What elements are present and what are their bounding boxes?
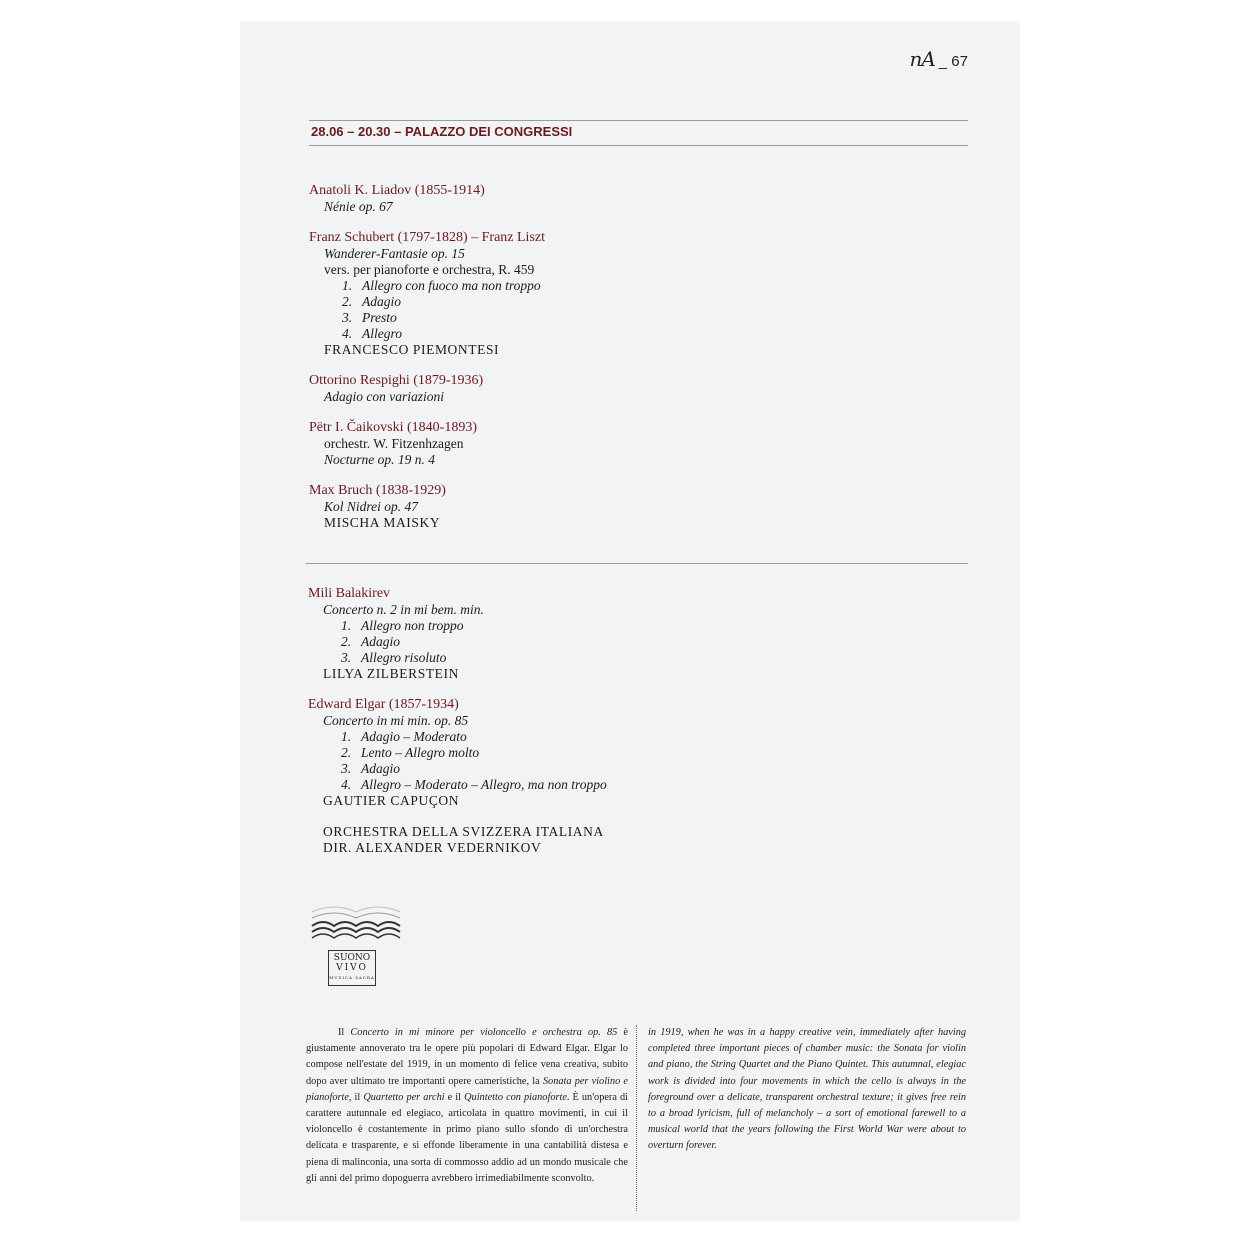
work-title: Concerto n. 2 in mi bem. min. (323, 602, 484, 617)
composer-name: Edward Elgar (1857-1934) (308, 697, 459, 712)
intermission-divider (306, 563, 968, 564)
notes-text: , il (348, 1091, 364, 1103)
movement-number: 2. (341, 634, 352, 649)
program-part-2 (308, 586, 968, 856)
movement (308, 650, 968, 666)
movement (308, 729, 968, 745)
notes-italic: Concerto in mi minore per violoncello e orchestra op. 85 (350, 1027, 618, 1038)
notes-italic: Quintetto con pianoforte (464, 1091, 567, 1103)
movement (309, 294, 969, 310)
program-entry-liadov (309, 183, 969, 215)
notes-text: Il (338, 1027, 351, 1038)
composer-name: Franz Schubert (1797-1828) – Franz Liszt (309, 230, 545, 245)
movement-title: Lento – Allegro molto (361, 745, 480, 760)
program-notes (306, 1025, 966, 1205)
program-page (240, 21, 1020, 1221)
waves-icon (306, 898, 406, 950)
composer-name: Max Bruch (1838-1929) (309, 483, 446, 498)
movement-title: Presto (362, 310, 397, 325)
page-number: _ 67 (938, 53, 968, 70)
orchestra-name: ORCHESTRA DELLA SVIZZERA ITALIANA (323, 824, 604, 839)
movement-number: 1. (341, 618, 352, 633)
notes-italian (306, 1025, 628, 1187)
movement-number: 4. (341, 777, 352, 792)
movement-number: 2. (341, 745, 352, 760)
movement (308, 745, 968, 761)
movement-number: 3. (341, 761, 352, 776)
movement-number: 3. (342, 310, 353, 325)
performer-name: LILYA ZILBERSTEIN (323, 666, 459, 681)
movement-title: Allegro non troppo (361, 618, 464, 633)
notes-italic: Quartetto per archi (363, 1091, 445, 1103)
movement (308, 618, 968, 634)
column-separator (636, 1025, 637, 1211)
movement-title: Adagio – Moderato (361, 729, 467, 744)
logo-text-line3: MUSICA SACRA (329, 975, 375, 980)
notes-text: . È un'opera di carattere autunnale ed elegiaco, articolata in quattro movimenti, in cui il violoncello è costantemente in primo piano sullo sfondo di un'orchestra delicata e trasparente, e si effonde liberamente in una cantabilità distesa e piena di malinconia, una sorta di commosso addio ad un mondo musicale che gli anni del primo dopoguerra avrebbero irrimediabilmente sconvolto. (306, 1091, 628, 1184)
work-title: Concerto in mi min. op. 85 (323, 713, 469, 728)
movement (308, 761, 968, 777)
suono-vivo-logo (306, 898, 446, 998)
movement-number: 4. (342, 326, 353, 341)
page-header (909, 47, 968, 71)
program-entry-balakirev (308, 586, 968, 682)
work-title: Wanderer-Fantasie op. 15 (324, 246, 465, 261)
program-entry-tchaikovsky (309, 420, 969, 468)
movement-title: Allegro – Moderato – Allegro, ma non troppo (361, 777, 607, 792)
performer-name: GAUTIER CAPUÇON (323, 793, 460, 808)
composer-name: Mili Balakirev (308, 586, 391, 601)
notes-text: è giustamente annoverato tra le opere più popolari di Edward Elgar. Elgar lo compose nell'estate del 1919, in un momento di felice vena creativa, subito dopo aver ultimato tre importanti opere cameristiche, la (306, 1027, 628, 1087)
work-version: vers. per pianoforte e orchestra, R. 459 (324, 262, 535, 277)
work-title: Kol Nidrei op. 47 (324, 499, 419, 514)
notes-text: e il (444, 1091, 465, 1103)
movement-title: Allegro (362, 326, 402, 341)
movement-number: 1. (342, 278, 353, 293)
movement-title: Adagio (361, 634, 400, 649)
work-title: Nénie op. 67 (324, 199, 393, 214)
program-entry-respighi (309, 373, 969, 405)
movement-title: Adagio (362, 294, 401, 309)
logo-text-line2: VIVO (336, 963, 368, 973)
movement-number: 3. (341, 650, 352, 665)
movement (309, 326, 969, 342)
composer-name: Ottorino Respighi (1879-1936) (309, 373, 484, 388)
movement-title: Adagio (361, 761, 400, 776)
logo-text-line1: SUONO (333, 953, 371, 963)
movement (309, 310, 969, 326)
movement-title: Allegro risoluto (361, 650, 447, 665)
event-title: 28.06 – 20.30 – PALAZZO DEI CONGRESSI (311, 124, 573, 139)
program-entry-bruch (309, 483, 969, 531)
composer-name: Pëtr I. Čaikovski (1840-1893) (309, 420, 477, 435)
conductor-name: DIR. ALEXANDER VEDERNIKOV (323, 840, 542, 855)
movement (308, 634, 968, 650)
movement (309, 278, 969, 294)
program-part-1 (309, 183, 969, 546)
logo-wordmark (328, 950, 376, 986)
program-entry-elgar (308, 697, 968, 809)
composer-name: Anatoli K. Liadov (1855-1914) (309, 183, 485, 198)
event-header (309, 120, 968, 146)
notes-italic: Sonata per violino e pianoforte (306, 1075, 628, 1103)
movement (308, 777, 968, 793)
arrangement: orchestr. W. Fitzenhzagen (324, 436, 464, 451)
movement-title: Allegro con fuoco ma non troppo (362, 278, 541, 293)
performer-name: FRANCESCO PIEMONTESI (324, 342, 500, 357)
orchestra-credits (308, 824, 968, 856)
work-title: Adagio con variazioni (324, 389, 444, 404)
work-title: Nocturne op. 19 n. 4 (324, 452, 435, 467)
notes-english: in 1919, when he was in a happy creative vein, immediately after having completed three important pieces of chamber music: the Sonata for violin and piano, the String Quartet and the Piano Quintet. This autumnal, elegiac work is divided into four movements in which the cello is always in the foreground over a delicate, transparent orchestral texture; it gives free rein to a broad lyricism, full of melancholy – a sort of emotional farewell to a musical world that the years following the First World War were about to overturn forever. (648, 1027, 966, 1152)
movement-number: 2. (342, 294, 353, 309)
brand-logo: nA (909, 47, 935, 71)
movement-number: 1. (341, 729, 352, 744)
performer-name: MISCHA MAISKY (324, 515, 441, 530)
program-entry-schubert (309, 230, 969, 358)
